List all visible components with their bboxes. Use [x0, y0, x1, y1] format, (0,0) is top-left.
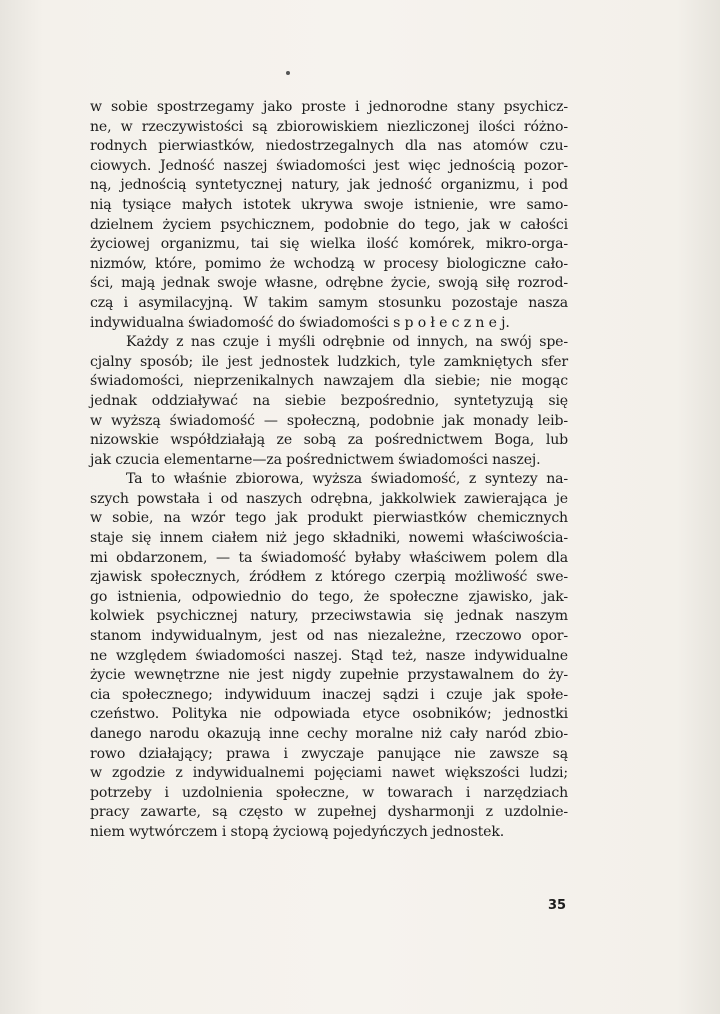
page-number: 35 — [548, 898, 567, 913]
text-line: w sobie spostrzegamy jako proste i jednorodne stany psychicz- — [90, 99, 568, 115]
text-line: cia społecznego; indywiduum inaczej sądzi i czuje jak społe- — [90, 686, 568, 703]
body-text — [90, 98, 568, 843]
text-line: ne, w rzeczywistości są zbiorowiskiem niezliczonej ilości różno- — [90, 118, 568, 135]
text-line: niem wytwórczem i stopą życiową pojedyńczych jednostek. — [90, 823, 505, 840]
text-line: szych powstała i od naszych odrębna, jakkolwiek zawierająca je — [90, 490, 568, 507]
text-line: życie wewnętrzne nie jest nigdy zupełnie przystawalnem do ży- — [90, 667, 568, 684]
text-line: indywidualna świadomość do świadomości s p o ł e c z n e j. — [90, 314, 510, 331]
text-line: czeństwo. Polityka nie odpowiada etyce osobników; jednostki — [90, 706, 568, 723]
text-line: ści, mają jednak swoje własne, odrębne życie, swoją siłę rozrod- — [90, 275, 568, 292]
text-line: go istnienia, odpowiednio do tego, że społeczne zjawisko, jak- — [90, 588, 568, 605]
text-line: staje się innem ciałem niż jego składniki, nowemi właściwościa- — [90, 530, 568, 547]
text-line: mi obdarzonem, — ta świadomość byłaby właściwem polem dla — [90, 549, 568, 566]
text-line: w wyższą świadomość — społeczną, podobnie jak monady leib- — [90, 412, 568, 429]
text-line: nizowskie współdziałają ze sobą za pośrednictwem Boga, lub — [90, 432, 568, 449]
text-line: jak czucia elementarne—za pośrednictwem świadomości naszej. — [90, 451, 541, 468]
text-line: ne względem świadomości naszej. Stąd też, nasze indywidualne — [90, 647, 568, 664]
text-line: ną, jednością syntetycznej natury, jak jedność organizmu, i pod — [90, 177, 568, 194]
text-line: kolwiek psychicznej natury, przeciwstawia się jednak naszym — [90, 608, 568, 625]
text-line: zjawisk społecznych, źródłem z którego czerpią możliwość swe- — [90, 569, 568, 586]
text-line: dzielnem życiem psychicznem, podobnie do tego, jak w całości — [90, 216, 568, 233]
text-line: jednak oddziaływać na siebie bezpośrednio, syntetyzują się — [90, 392, 568, 409]
text-line: ciowych. Jedność naszej świadomości jest więc jednością pozor- — [90, 157, 568, 174]
text-line: rodnych pierwiastków, niedostrzegalnych dla nas atomów czu- — [90, 138, 568, 155]
ink-speck — [286, 71, 290, 75]
text-line: świadomości, nieprzenikalnych nawzajem dla siebie; nie mogąc — [90, 373, 568, 390]
text-line: stanom indywidualnym, jest od nas niezależne, rzeczowo opor- — [90, 628, 568, 645]
text-line: nią tysiące małych istotek ukrywa swoje istnienie, wre samo- — [90, 196, 568, 213]
text-line: potrzeby i uzdolnienia społeczne, w towarach i narzędziach — [90, 784, 568, 801]
text-line: życiowej organizmu, tai się wielka ilość komórek, mikro-orga- — [90, 236, 568, 253]
text-line: pracy zawarte, są często w zupełnej dysharmonji z uzdolnie- — [90, 804, 568, 821]
text-line: czą i asymilacyjną. W takim samym stosunku pozostaje nasza — [90, 294, 568, 311]
text-line: cjalny sposób; ile jest jednostek ludzkich, tyle zamkniętych sfer — [90, 353, 568, 370]
text-line: w zgodzie z indywidualnemi pojęciami nawet większości ludzi; — [90, 765, 568, 782]
text-line: danego narodu okazują inne cechy moralne niż cały naród zbio- — [90, 726, 568, 742]
text-line: nizmów, które, pomimo że wchodzą w procesy biologiczne cało- — [90, 255, 568, 272]
text-line: Każdy z nas czuje i myśli odrębnie od innych, na swój spe- — [126, 334, 568, 351]
text-line: Ta to właśnie zbiorowa, wyższa świadomość, z syntezy na- — [126, 471, 568, 488]
text-line: w sobie, na wzór tego jak produkt pierwiastków chemicznych — [90, 510, 568, 527]
text-line: rowo działający; prawa i zwyczaje panujące nie zawsze są — [90, 745, 568, 762]
